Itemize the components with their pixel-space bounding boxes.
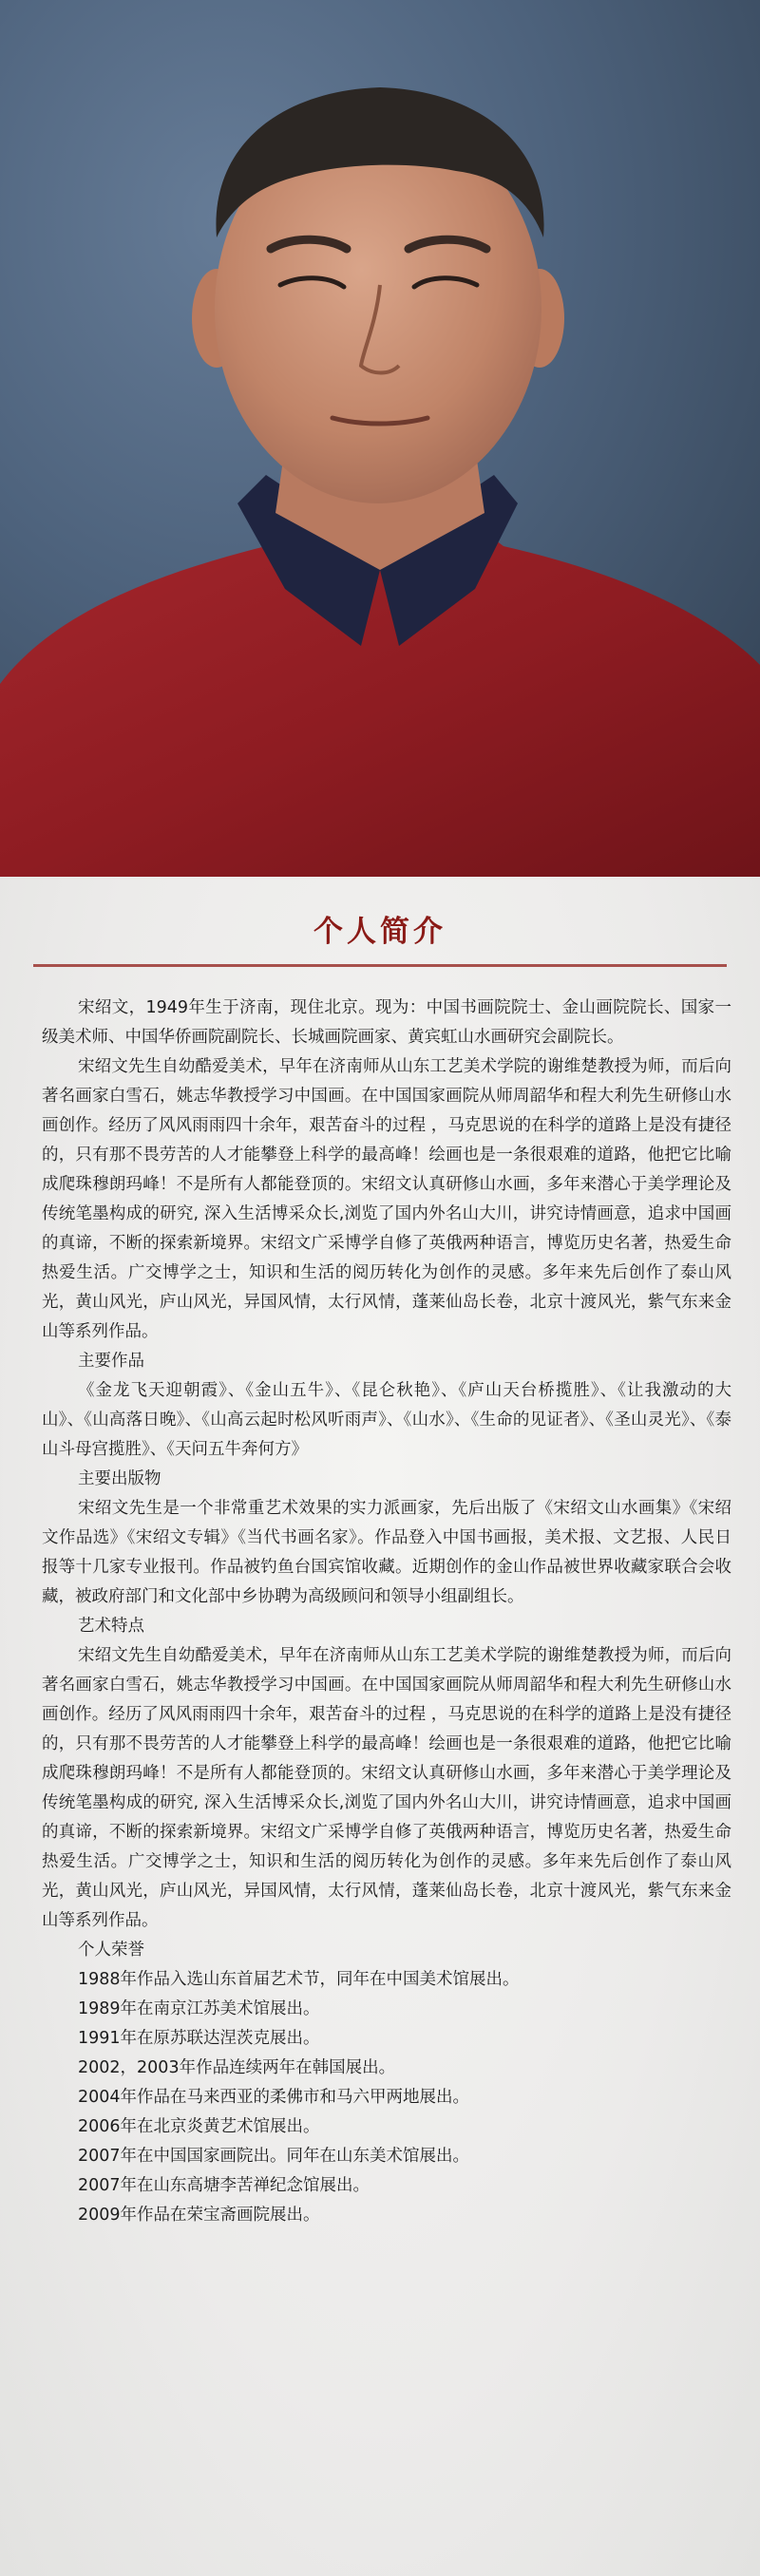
bio-paragraph: 宋绍文先生自幼酷爱美术，早年在济南师从山东工艺美术学院的谢维楚教授为师，而后向著名画家白雪石，姚志华教授学习中国画。在中国国家画院从师周韶华和程大利先生研修山水画创作。经历了风风雨雨四十余年，艰苦奋斗的过程 ，马克思说的在科学的道路上是没有捷径的，只有那不畏劳苦的人才能攀登上科学的最高峰！绘画也是一条很艰难的道路，他把它比喻成爬珠穆朗玛峰！不是所有人都能登顶的。宋绍文认真研修山水画，多年来潜心于美学理论及传统笔墨构成的研究, 深入生活博采众长,浏览了国内外名山大川，讲究诗情画意，追求中国画的真谛，不断的探索新境界。宋绍文广采博学自修了英俄两种语言，博览历史名著，热爱生命热爱生活。广交博学之士，知识和生活的阅历转化为创作的灵感。多年来先后创作了泰山风光，黄山风光，庐山风光，异国风情，太行风情，蓬莱仙岛长卷，北京十渡风光，紫气东来金山等系列作品。 [42,1057,732,1341]
publications-paragraph: 宋绍文先生是一个非常重艺术效果的实力派画家，先后出版了《宋绍文山水画集》《宋绍文作品选》《宋绍文专辑》《当代书画名家》。作品登入中国书画报，美术报、文艺报、人民日报等十几家专业报刊。作品被钓鱼台国宾馆收藏。近期创作的金山作品被世界收藏家联合会收藏，被政府部门和文化部中乡协聘为高级顾问和领导小组副组长。 [42,1499,732,1606]
honor-item: 2006年在北京炎黄艺术馆展出。 [78,2117,320,2136]
honor-item: 1988年作品入选山东首届艺术节，同年在中国美术馆展出。 [78,1970,520,1989]
publications-heading: 主要出版物 [78,1469,162,1488]
honor-item: 2002，2003年作品连续两年在韩国展出。 [78,2058,396,2077]
honor-item: 2007年在中国国家画院出。同年在山东美术馆展出。 [78,2147,470,2166]
works-paragraph: 《金龙飞天迎朝霞》、《金山五牛》、《昆仑秋艳》、《庐山天台桥揽胜》、《让我激动的大山》、《山高落日晚》、《山高云起时松风听雨声》、《山水》、《生命的见证者》、《圣山灵光》、《泰山斗母宫揽胜》、《天问五牛奔何方》 [42,1381,732,1459]
intro-paragraph: 宋绍文，1949年生于济南，现住北京。现为：中国书画院院士、金山画院院长、国家一级美术师、中国华侨画院副院长、长城画院画家、黄宾虹山水画研究会副院长。 [42,998,732,1047]
honor-item: 2009年作品在荣宝斋画院展出。 [78,2206,320,2225]
portrait-illustration [0,0,760,877]
honor-item: 2007年在山东高塘李苦禅纪念馆展出。 [78,2176,370,2195]
portrait-photo [0,0,760,877]
honors-heading: 个人荣誉 [78,1941,144,1960]
honor-item: 2004年作品在马来西亚的柔佛市和马六甲两地展出。 [78,2088,470,2107]
page-title: 个人简介 [314,915,446,949]
honor-item: 1991年在原苏联达涅茨克展出。 [78,2029,320,2048]
art-features-heading: 艺术特点 [78,1617,144,1636]
works-heading: 主要作品 [78,1352,144,1371]
profile-section [0,877,760,2576]
art-features-paragraph: 宋绍文先生自幼酷爱美术，早年在济南师从山东工艺美术学院的谢维楚教授为师，而后向著名画家白雪石，姚志华教授学习中国画。在中国国家画院从师周韶华和程大利先生研修山水画创作。经历了风风雨雨四十余年，艰苦奋斗的过程 ，马克思说的在科学的道路上是没有捷径的，只有那不畏劳苦的人才能攀登上科学的最高峰！绘画也是一条很艰难的道路，他把它比喻成爬珠穆朗玛峰！不是所有人都能登顶的。宋绍文认真研修山水画，多年来潜心于美学理论及传统笔墨构成的研究, 深入生活博采众长,浏览了国内外名山大川，讲究诗情画意，追求中国画的真谛，不断的探索新境界。宋绍文广采博学自修了英俄两种语言，博览历史名著，热爱生命热爱生活。广交博学之士，知识和生活的阅历转化为创作的灵感。多年来先后创作了泰山风光，黄山风光，庐山风光，异国风情，太行风情，蓬莱仙岛长卷，北京十渡风光，紫气东来金山等系列作品。 [42,1646,732,1930]
honor-item: 1989年在南京江苏美术馆展出。 [78,1999,320,2018]
profile-body [0,967,760,2230]
